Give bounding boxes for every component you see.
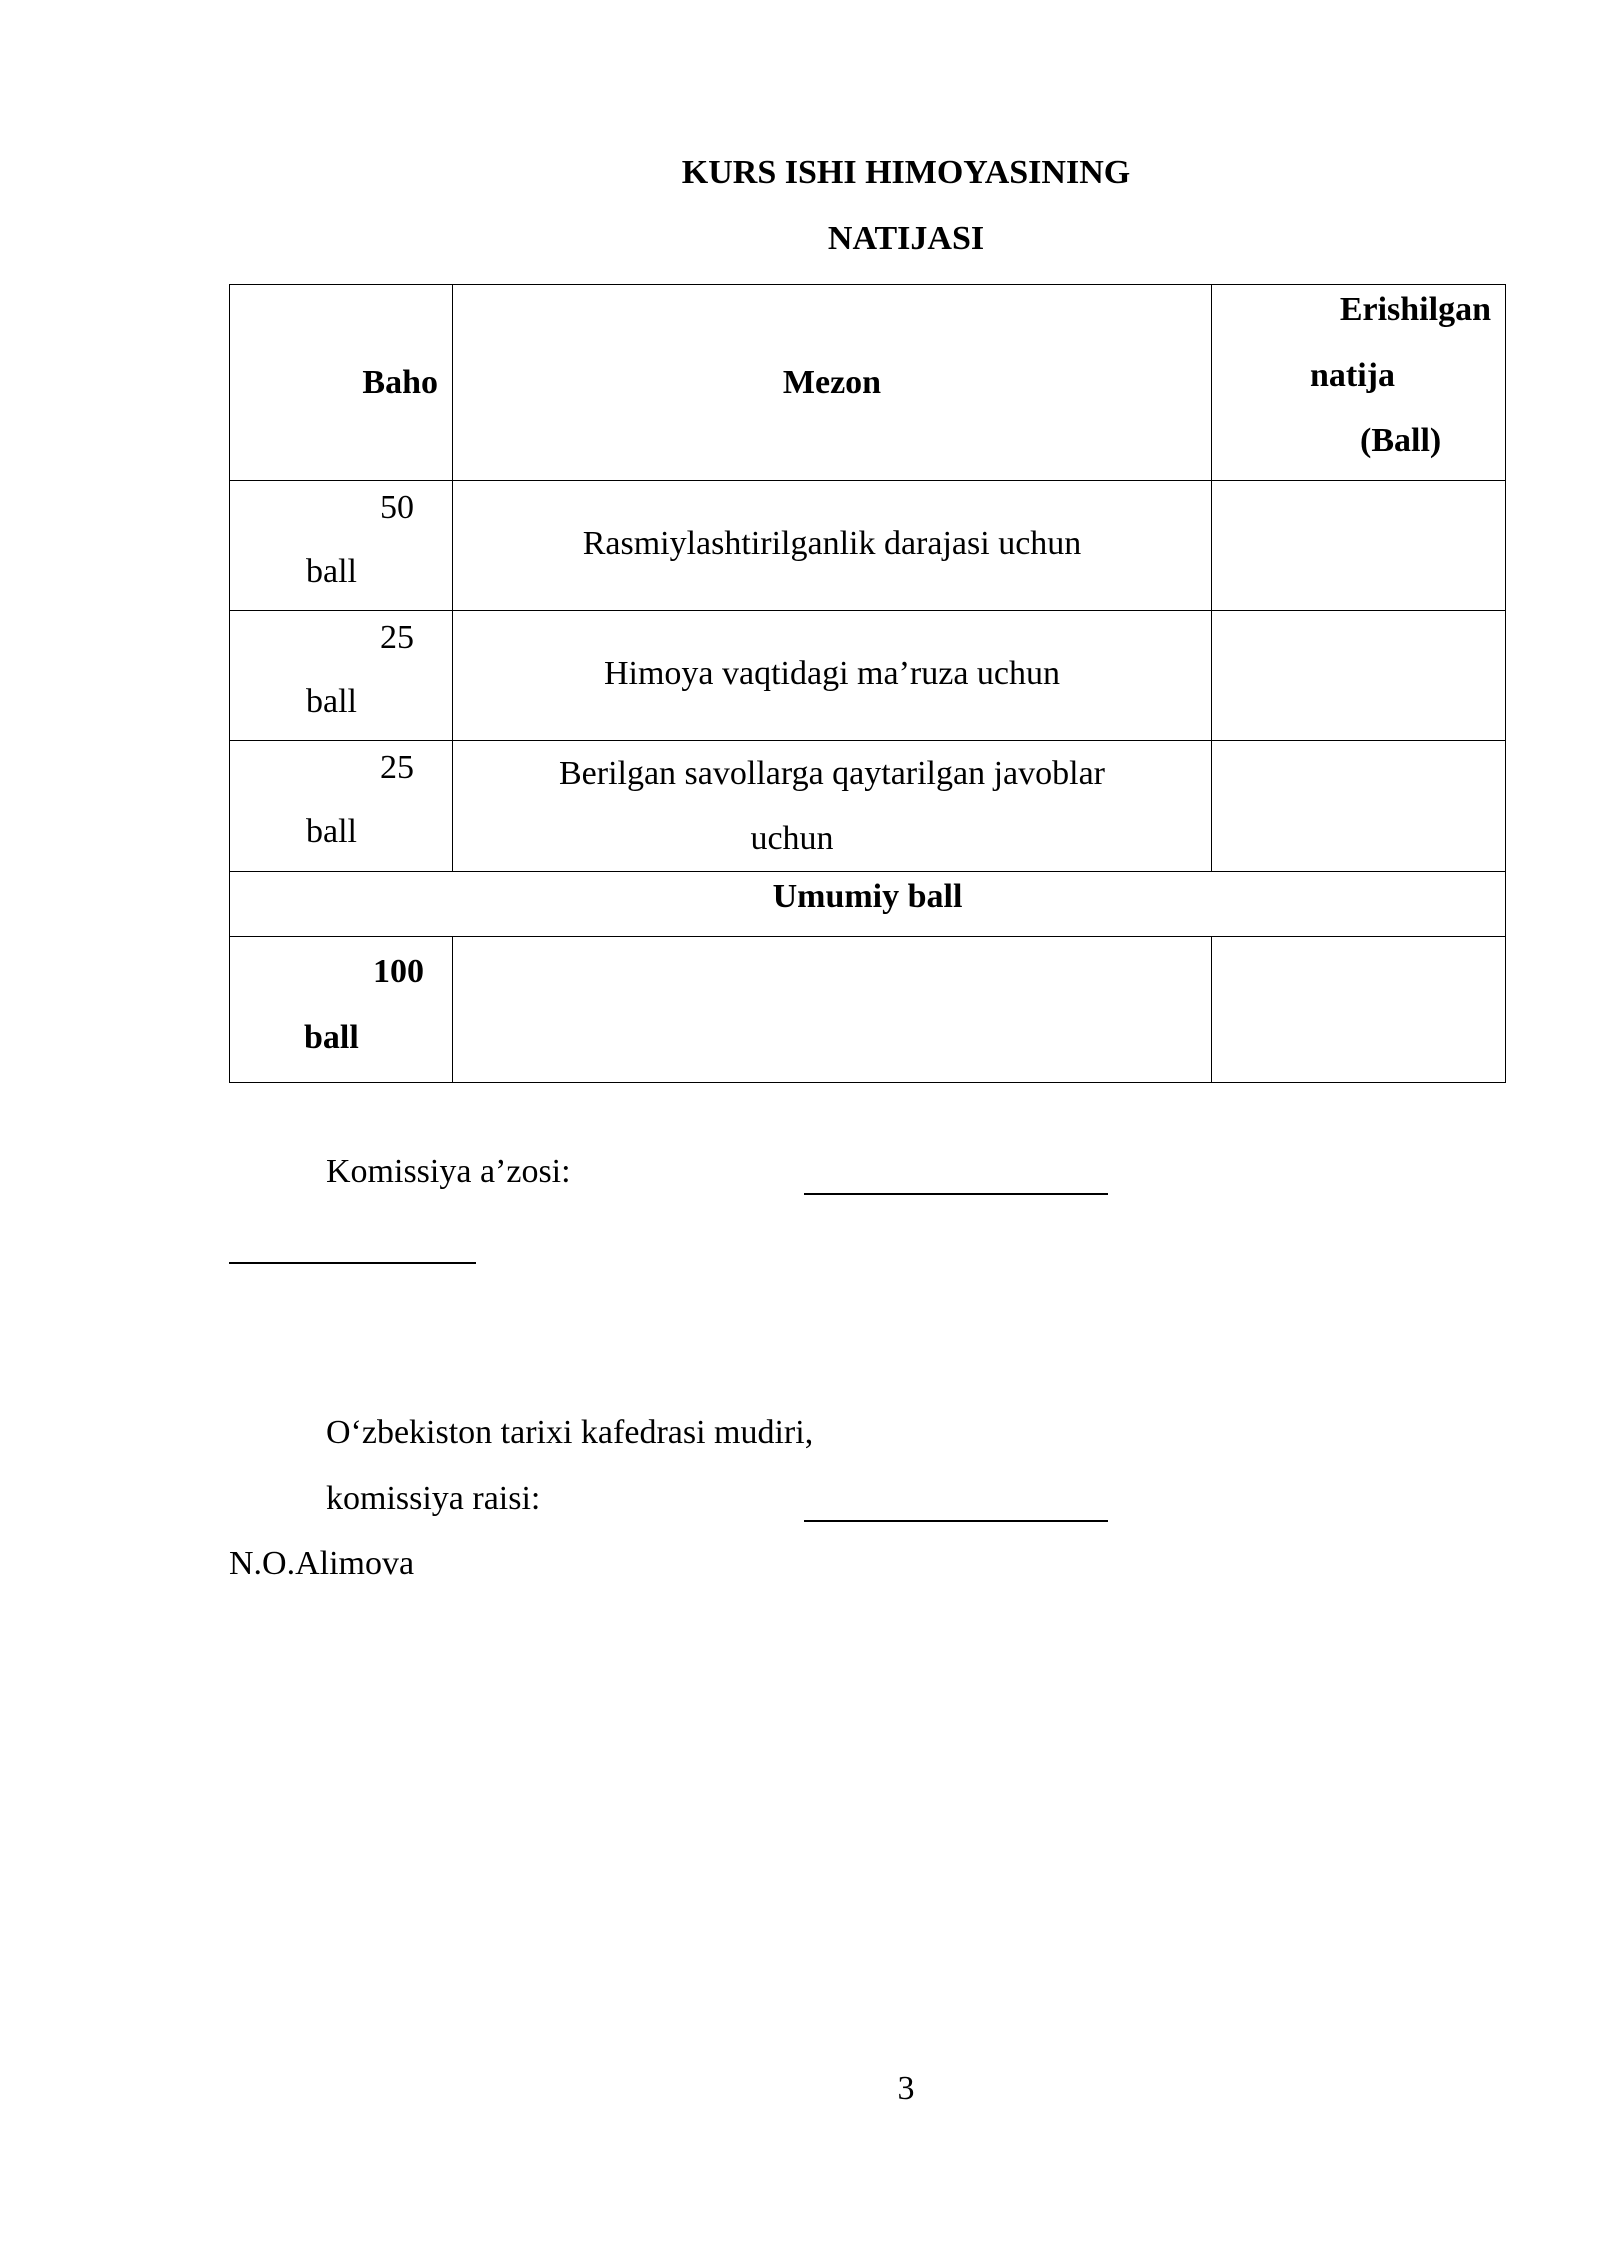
head-signature-line: [804, 1520, 1108, 1522]
header-grade: Baho: [230, 285, 453, 481]
grade-unit: ball: [306, 683, 357, 720]
total-label: Umumiy ball: [230, 872, 1506, 937]
total-row: [230, 937, 1506, 1083]
table-row: [230, 741, 1506, 872]
header-result-line2: natija: [1310, 357, 1395, 394]
results-table: [229, 284, 1506, 1083]
head-label-line1: O‘zbekiston tarixi kafedrasi mudiri,: [326, 1414, 814, 1451]
criterion-line1: Berilgan savollarga qaytarilgan javoblar: [558, 755, 1105, 792]
member-signature-line: [804, 1193, 1108, 1195]
total-grade-cell: [230, 937, 453, 1083]
table-row: [230, 481, 1506, 611]
grade-unit: ball: [306, 813, 357, 850]
grade-unit: ball: [306, 553, 357, 590]
total-criterion-cell: [453, 937, 1212, 1083]
grade-cell: [230, 481, 453, 611]
result-cell: [1212, 611, 1506, 741]
member-name-line: [229, 1262, 476, 1264]
criterion-cell: [453, 741, 1212, 872]
header-result: [1212, 285, 1506, 481]
document-title-line1: KURS ISHI HIMOYASINING: [681, 154, 1131, 191]
total-result-cell: [1212, 937, 1506, 1083]
grade-points: 25: [380, 749, 414, 786]
grade-points: 50: [380, 489, 414, 526]
total-points: 100: [373, 953, 424, 990]
header-result-line3: (Ball): [1360, 422, 1442, 459]
member-label: Komissiya a’zosi:: [326, 1153, 571, 1190]
grade-points: 25: [380, 619, 414, 656]
result-cell: [1212, 741, 1506, 872]
page-number: 3: [897, 2070, 915, 2107]
criterion-line2: uchun: [750, 820, 834, 857]
head-label-line2: komissiya raisi:: [326, 1480, 541, 1517]
head-name: N.O.Alimova: [229, 1545, 415, 1582]
total-label-row: [230, 872, 1506, 937]
document-title-line2: NATIJASI: [827, 220, 985, 257]
header-criterion: Mezon: [453, 285, 1212, 481]
total-unit: ball: [304, 1019, 359, 1056]
grade-cell: [230, 611, 453, 741]
table-header-row: [230, 285, 1506, 481]
grade-cell: [230, 741, 453, 872]
result-cell: [1212, 481, 1506, 611]
criterion-cell: Rasmiylashtirilganlik darajasi uchun: [453, 481, 1212, 611]
header-result-line1: Erishilgan: [1339, 291, 1491, 328]
criterion-cell: Himoya vaqtidagi ma’ruza uchun: [453, 611, 1212, 741]
table-row: [230, 611, 1506, 741]
